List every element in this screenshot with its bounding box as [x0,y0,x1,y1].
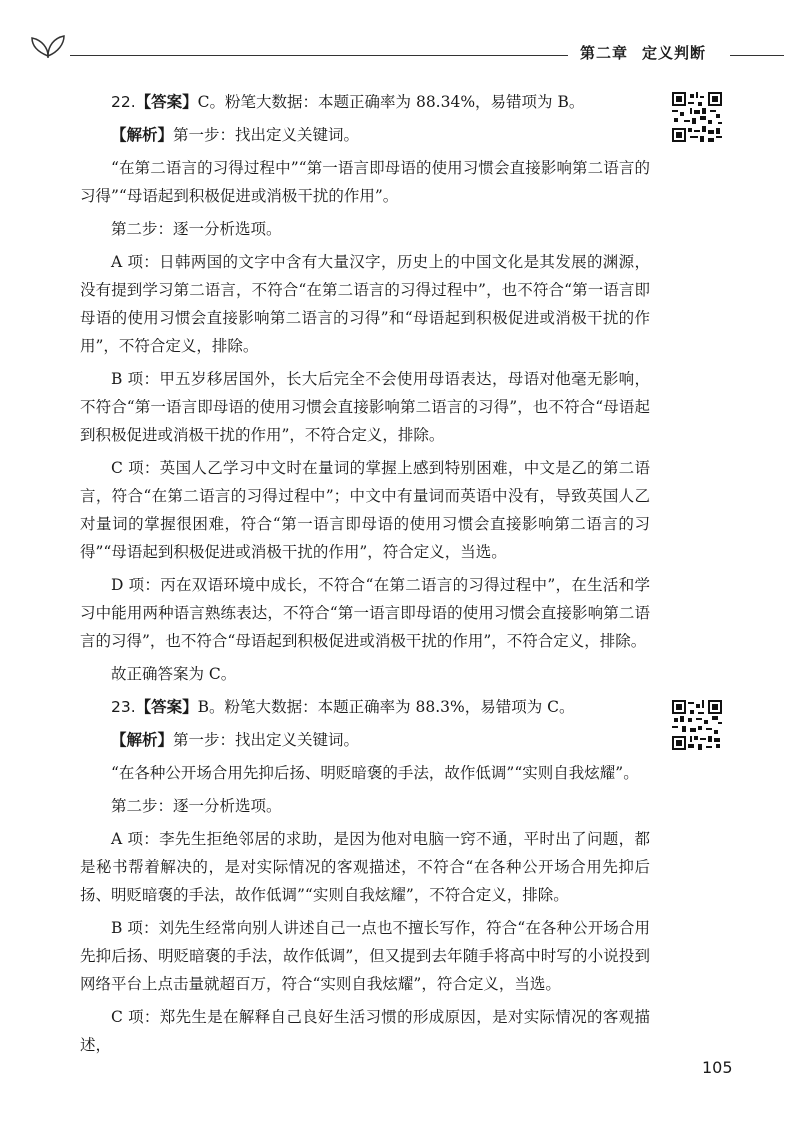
q22-option-d: D 项：丙在双语环境中成长，不符合“在第二语言的习得过程中”，在生活和学习中能用两种语言熟练表达，不符合“第一语言即母语的使用习惯会直接影响第二语言的习得”，也不符合“母语起到积极促进或消极干扰的作用”，不符合定义，排除。 [80,576,650,650]
q22-step2: 第二步：逐一分析选项。 [111,220,282,238]
q22-conclusion: 故正确答案为 C。 [111,665,237,683]
q22-number: 22. [111,93,136,111]
q22-option-a: A 项：日韩两国的文字中含有大量汉字，历史上的中国文化是其发展的渊源，没有提到学习第二语言，不符合“在第二语言的习得过程中”，也不符合“第一语言即母语的使用习惯会直接影响第二语言的习得”和“母语起到积极促进或消极干扰的作用”，不符合定义，排除。 [80,253,650,355]
chapter-number: 第二章 [580,44,629,62]
q23-step1: 第一步：找出定义关键词。 [173,731,360,749]
q23-option-c: C 项：郑先生是在解释自己良好生活习惯的形成原因，是对实际情况的客观描述， [80,1008,650,1054]
qr-code-icon[interactable] [672,92,722,142]
q23-option-b: B 项：刘先生经常向别人讲述自己一点也不擅长写作，符合“在各种公开场合用先抑后扬、明贬暗褒的手法，故作低调”，但又提到去年随手将高中时写的小说投到网络平台上点击量就超百万，符合“实则自我炫耀”，符合定义，当选。 [80,919,650,993]
page-number: 105 [702,1058,733,1077]
q22-analysis-label: 【解析】 [111,126,174,144]
qr-code-icon[interactable] [672,700,722,750]
q23-number: 23. [111,698,136,716]
leaf-ornament-icon [28,32,68,58]
q23-analysis-label: 【解析】 [111,731,174,749]
q23-option-a: A 项：李先生拒绝邻居的求助，是因为他对电脑一窍不通，平时出了问题，都是秘书帮着解决的，是对实际情况的客观描述，不符合“在各种公开场合用先抑后扬、明贬暗褒的手法，故作低调”“实则自我炫耀”，不符合定义，排除。 [80,830,650,904]
q23-answer-label: 【答案】 [135,698,198,716]
q23-answer [80,693,650,721]
q22-option-c: C 项：英国人乙学习中文时在量词的掌握上感到特别困难，中文是乙的第二语言，符合“在第二语言的习得过程中”；中文中有量词而英语中没有，导致英国人乙对量词的掌握很困难，符合“第一语言即母语的使用习惯会直接影响第二语言的习得”“母语起到积极促进或消极干扰的作用”，符合定义，当选。 [80,459,650,561]
q22-answer-label: 【答案】 [135,93,198,111]
q23-answer-text: B。粉笔大数据：本题正确率为 88.3%，易错项为 C。 [197,698,575,716]
header-rule-left [70,55,568,56]
q22-step1: 第一步：找出定义关键词。 [173,126,360,144]
q22-option-b: B 项：甲五岁移居国外，长大后完全不会使用母语表达，母语对他毫无影响，不符合“第一语言即母语的使用习惯会直接影响第二语言的习得”，也不符合“母语起到积极促进或消极干扰的作用”，不符合定义，排除。 [80,370,650,444]
page-content [80,88,650,1064]
section-title: 定义判断 [642,44,707,62]
q22-answer [80,88,650,116]
chapter-title [580,42,720,63]
page-header [0,0,800,70]
q22-analysis [80,121,650,149]
q23-step2: 第二步：逐一分析选项。 [111,797,282,815]
q23-analysis [80,726,650,754]
q23-keywords: “在各种公开场合用先抑后扬、明贬暗褒的手法，故作低调”“实则自我炫耀”。 [111,764,639,782]
q22-keywords: “在第二语言的习得过程中”“第一语言即母语的使用习惯会直接影响第二语言的习得”“母语起到积极促进或消极干扰的作用”。 [80,159,650,205]
header-rule-right [730,55,784,56]
q22-answer-text: C。粉笔大数据：本题正确率为 88.34%，易错项为 B。 [197,93,585,111]
